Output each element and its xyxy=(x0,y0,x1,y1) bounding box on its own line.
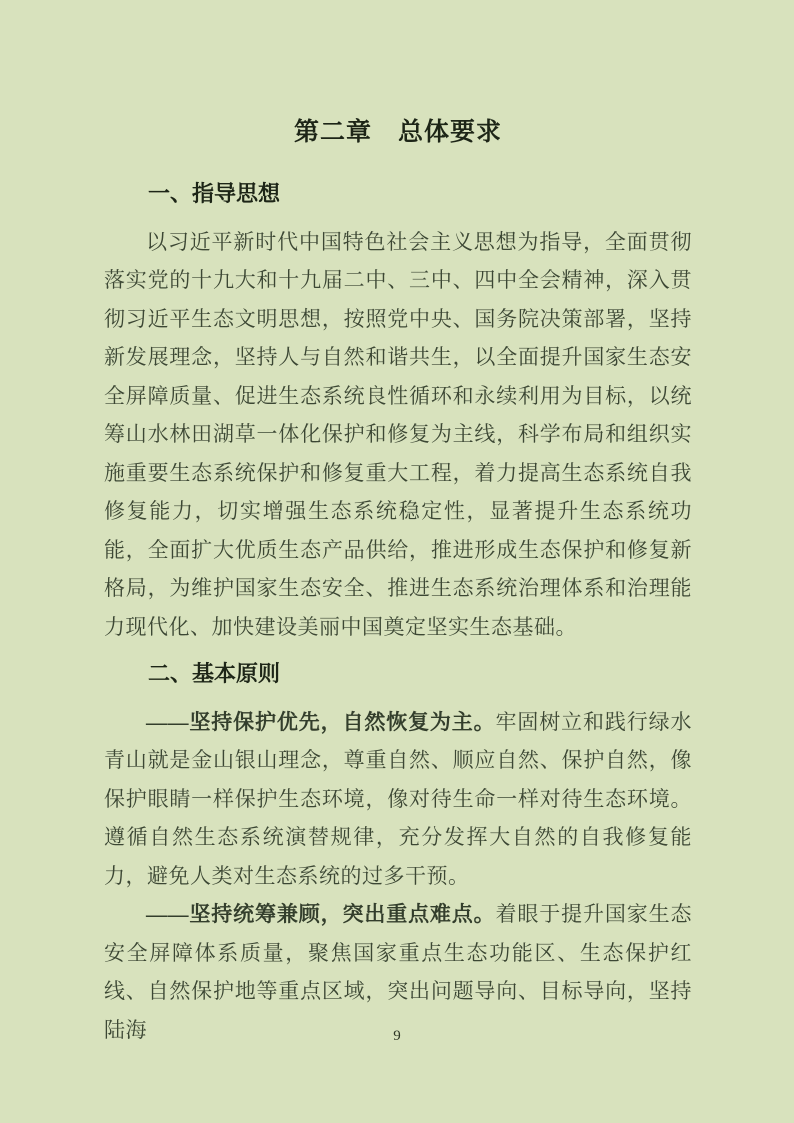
paragraph-lead: ——坚持保护优先，自然恢复为主。 xyxy=(146,709,496,734)
paragraph-principle-protection-first xyxy=(104,703,692,896)
paragraph-lead: ——坚持统筹兼顾，突出重点难点。 xyxy=(146,902,496,927)
page-number: 9 xyxy=(393,1028,401,1044)
paragraph-text: 牢固树立和践行绿水青山就是金山银山理念，尊重自然、顺应自然、保护自然，像保护眼睛一样保护生态环境，像对待生命一样对待生态环境。遵循自然生态系统演替规律，充分发挥大自然的自我修复能力，避免人类对生态系统的过多干预。 xyxy=(104,709,693,888)
chapter-title: 第二章 总体要求 xyxy=(293,118,502,146)
section-heading-guiding-ideology: 一、指导思想 xyxy=(148,181,281,206)
paragraph-text: 着眼于提升国家生态安全屏障体系质量，聚焦国家重点生态功能区、生态保护红线、自然保护地等重点区域，突出问题导向、目标导向，坚持陆海 xyxy=(104,902,693,1042)
paragraph-principle-overall-planning xyxy=(104,895,692,1049)
paragraph-text: 以习近平新时代中国特色社会主义思想为指导，全面贯彻落实党的十九大和十九届二中、三中、四中全会精神，深入贯彻习近平生态文明思想，按照党中央、国务院决策部署，坚持新发展理念，坚持人与自然和谐共生，以全面提升国家生态安全屏障质量、促进生态系统良性循环和永续利用为目标，以统筹山水林田湖草一体化保护和修复为主线，科学布局和组织实施重要生态系统保护和修复重大工程，着力提高生态系统自我修复能力，切实增强生态系统稳定性，显著提升生态系统功能，全面扩大优质生态产品供给，推进形成生态保护和修复新格局，为维护国家生态安全、推进生态系统治理体系和治理能力现代化、加快建设美丽中国奠定坚实生态基础。 xyxy=(104,229,692,639)
paragraph-guiding-ideology xyxy=(104,223,692,647)
section-heading-basic-principles: 二、基本原则 xyxy=(148,661,281,687)
